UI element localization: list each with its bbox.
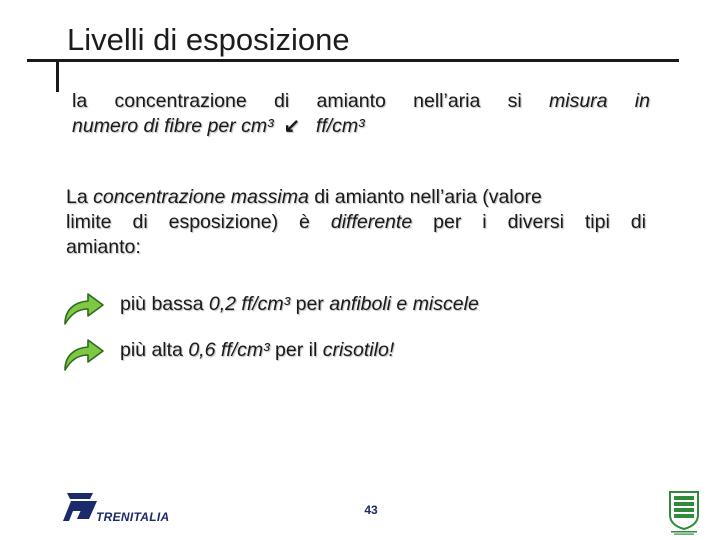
slide-title: Livelli di esposizione xyxy=(67,22,350,57)
bullet-item xyxy=(120,293,479,316)
title-underline xyxy=(27,59,679,62)
unit-description: numero di fibre per cm³ xyxy=(72,115,274,137)
word: è xyxy=(299,211,310,233)
text-span: crisotilo! xyxy=(322,339,395,361)
curved-arrow-icon xyxy=(62,290,106,328)
bullet-item xyxy=(120,339,394,362)
word: si xyxy=(507,90,522,112)
word: la xyxy=(72,90,88,112)
paragraph-line xyxy=(72,114,650,139)
curved-arrow-icon xyxy=(62,336,106,374)
word: di xyxy=(274,90,290,112)
text-span: 0,2 ff/cm³ xyxy=(208,293,291,315)
paragraph-line: amianto: xyxy=(66,236,141,258)
title-side-rule xyxy=(56,62,59,92)
word: esposizione) xyxy=(168,211,279,233)
text-span: di amianto nell’aria (valore xyxy=(308,186,542,208)
word: di xyxy=(630,211,646,233)
word: tipi xyxy=(584,211,610,233)
word: limite xyxy=(66,211,112,233)
brand-name: TRENITALIA xyxy=(96,510,170,524)
text-span: più bassa xyxy=(120,293,209,315)
south-west-arrow-icon: ↙ xyxy=(283,115,300,137)
university-crest-icon xyxy=(666,489,702,535)
word: concentrazione xyxy=(114,90,247,112)
text-span: per il xyxy=(269,339,323,361)
text-span: più alta xyxy=(120,339,189,361)
word: nell’aria xyxy=(413,90,481,112)
word: diversi xyxy=(507,211,564,233)
paragraph-line xyxy=(66,185,646,210)
paragraph-line xyxy=(72,89,650,114)
text-span: 0,6 ff/cm³ xyxy=(188,339,270,361)
page-number: 43 xyxy=(364,503,378,517)
text-span: per xyxy=(290,293,330,315)
word: misura xyxy=(549,90,608,112)
word: in xyxy=(634,90,650,112)
paragraph-measurement xyxy=(72,89,650,139)
word: amianto xyxy=(316,90,386,112)
text-span: anfiboli e miscele xyxy=(329,293,479,315)
word: di xyxy=(132,211,148,233)
word: per xyxy=(433,211,462,233)
text-span: La xyxy=(66,186,94,208)
word: i xyxy=(482,211,487,233)
word: differente xyxy=(330,211,413,233)
text-span: concentrazione massima xyxy=(93,186,309,208)
paragraph-line xyxy=(66,210,646,235)
unit-abbrev: ff/cm³ xyxy=(315,115,365,137)
paragraph-limit xyxy=(66,185,646,260)
